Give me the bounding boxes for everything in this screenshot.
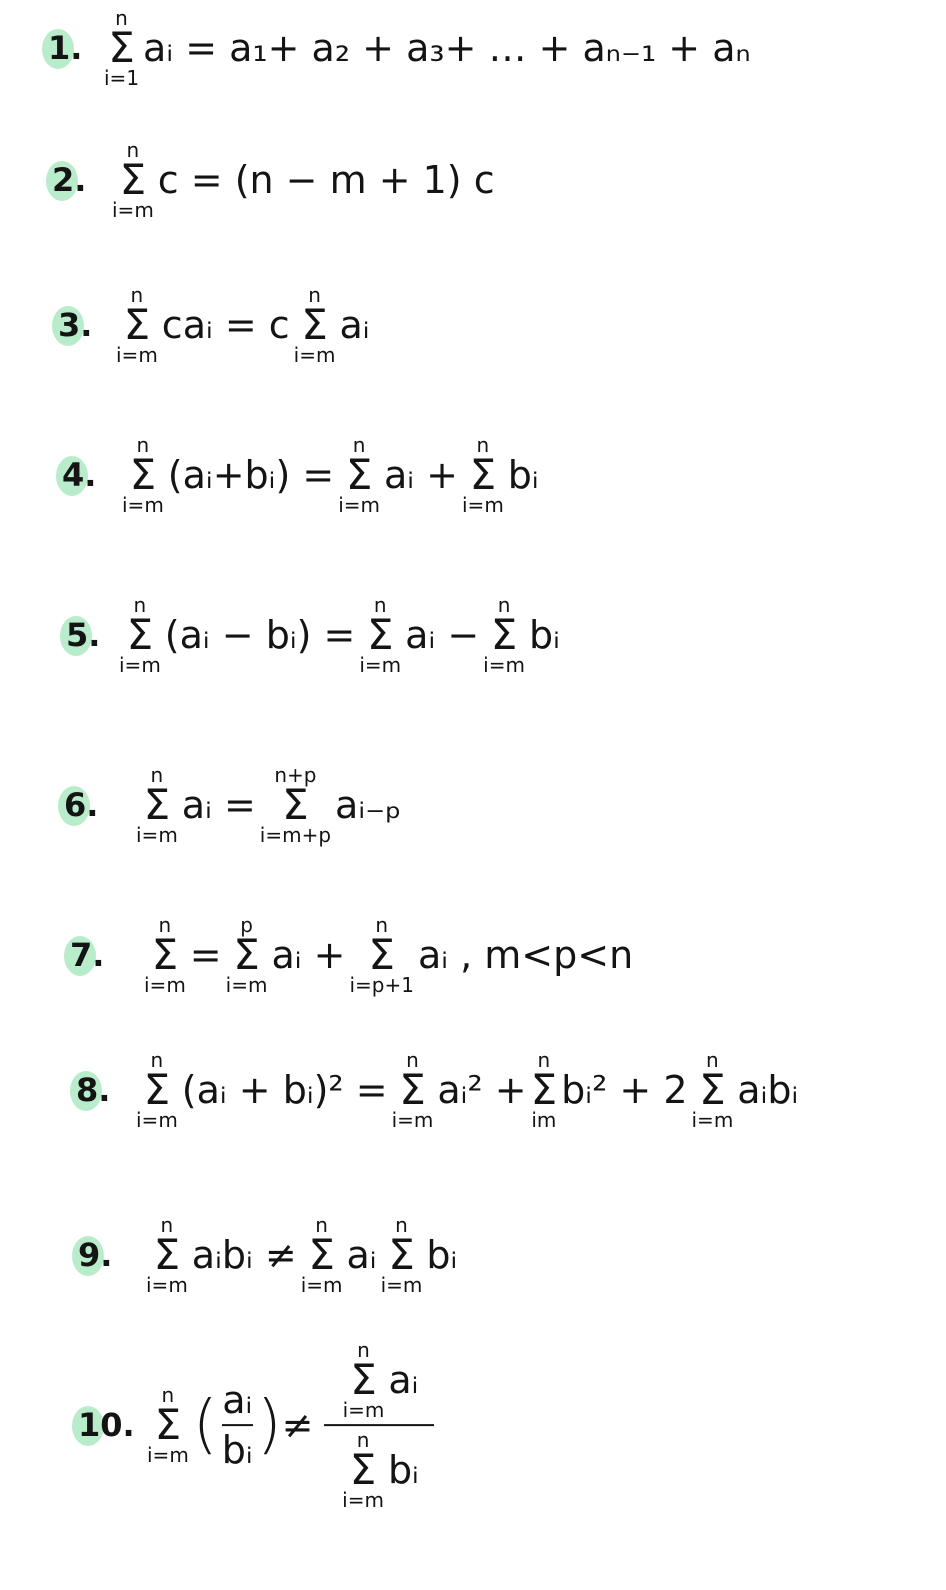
sigma-upper-limit: n [497,593,511,618]
formula-number-label: 3. [58,306,93,344]
fraction-denominator: bᵢ [221,1428,253,1472]
formula-number-label: 4. [62,456,97,494]
sigma-icon: Σ [233,930,260,980]
sigma-icon: Σ [123,300,151,350]
sigma-lower-limit: i=m [225,972,268,997]
sigma-upper-limit: n [150,1048,164,1073]
sigma-upper-limit: n [356,1428,370,1452]
sigma-symbol [531,1050,558,1130]
sigma-symbol [260,765,331,845]
formula-number [58,306,93,344]
formula-expression: c = (n − m + 1) c [157,157,495,202]
formula-expression: aᵢ + [271,932,346,977]
formula [132,1050,798,1130]
formula-number [62,456,97,494]
sigma-upper-limit: n [406,1048,419,1073]
sigma-symbol [116,285,158,365]
sigma-symbol [349,915,414,995]
sigma-upper-limit: n+p [274,763,317,788]
sigma-upper-limit: n [136,433,150,458]
formula-expression: aᵢ + [384,452,458,497]
formula-expression: aᵢ [339,302,370,347]
big-fraction-numerator [339,1340,419,1420]
right-paren: ) [256,1388,282,1462]
formula-number [70,936,105,974]
sigma-lower-limit: i=m+p [259,822,332,847]
formula-number-label: 1. [48,29,83,67]
sigma-upper-limit: n [706,1048,719,1073]
sigma-icon: Σ [153,1230,181,1280]
sigma-upper-limit: n [130,283,144,308]
formula [140,915,633,995]
fraction-bar [324,1424,434,1426]
sigma-lower-limit: i=m [293,342,336,367]
sigma-symbol [147,1385,189,1465]
sigma-upper-limit: n [126,138,140,163]
sigma-icon: Σ [126,610,154,660]
formula-expression: (aᵢ+bᵢ) = [167,452,335,497]
formula-expression: aᵢ [388,1358,419,1403]
formula-expression: aᵢ − [405,612,480,657]
sigma-symbol [144,915,186,995]
formula-expression: aᵢ² + [437,1067,527,1112]
sigma-symbol [294,285,336,365]
fraction-numerator: aᵢ [222,1378,253,1422]
sigma-icon: Σ [282,780,309,830]
formula-expression: caᵢ = c [161,302,290,347]
sigma-upper-limit: n [115,6,128,31]
sigma-lower-limit: i=m [342,1487,384,1512]
sigma-icon: Σ [530,1065,558,1115]
sigma-lower-limit: i=m [691,1107,734,1132]
sigma-symbol [226,915,268,995]
formula [132,765,401,845]
sigma-icon: Σ [119,155,147,205]
formula-number [76,1071,111,1109]
formula-expression: aᵢ , m<p<n [417,932,634,977]
formula-number [78,1236,113,1274]
formula-number [66,616,101,654]
sigma-icon: Σ [368,930,395,980]
formula [108,140,495,220]
sigma-upper-limit: n [150,763,164,788]
formula-expression: aᵢ₋ₚ [335,782,402,827]
formula [118,435,539,515]
formula-number-label: 5. [66,616,101,654]
sigma-upper-limit: n [161,1383,175,1408]
sigma-lower-limit: i=m [122,492,164,517]
sigma-symbol [301,1215,343,1295]
sigma-symbol [122,435,164,515]
sigma-icon: Σ [469,450,497,500]
formula-expression: (aᵢ − bᵢ) = [164,612,356,657]
sigma-lower-limit: i=m [483,652,525,677]
sigma-icon: Σ [108,23,135,73]
sigma-symbol [462,435,504,515]
formula-number-label: 2. [52,161,87,199]
formula-expression: bᵢ² + 2 [561,1067,688,1112]
formula-number [52,161,87,199]
formula-expression: aᵢ = a₁+ a₂ + a₃+ … + aₙ₋₁ + aₙ [143,25,751,70]
sigma-symbol [359,595,401,675]
sigma-upper-limit: n [375,913,389,938]
sigma-lower-limit: i=m [380,1272,423,1297]
sigma-upper-limit: n [315,1213,328,1238]
big-fraction [324,1340,434,1510]
sigma-symbol [692,1050,734,1130]
formula-expression: aᵢbᵢ [737,1067,799,1112]
sigma-symbol [381,1215,423,1295]
sigma-lower-limit: i=m [391,1107,434,1132]
sigma-icon: Σ [345,450,373,500]
formula [115,595,560,675]
sigma-lower-limit: i=m [300,1272,343,1297]
fraction [222,1378,253,1472]
sigma-lower-limit: i=m [146,1272,188,1297]
sigma-lower-limit: i=m [112,197,154,222]
sigma-lower-limit: i=m [116,342,158,367]
sigma-symbol [338,435,380,515]
formula-number-label: 8. [76,1071,111,1109]
sigma-icon: Σ [490,610,518,660]
sigma-upper-limit: p [240,913,253,938]
sigma-lower-limit: i=m [144,972,186,997]
fraction-bar [222,1424,253,1426]
formula-expression: bᵢ [507,452,539,497]
sigma-icon: Σ [129,450,157,500]
formula-number-label: 7. [70,936,105,974]
sigma-lower-limit: i=m [119,652,161,677]
sigma-symbol [112,140,154,220]
sigma-icon: Σ [154,1400,182,1450]
left-paren: ( [192,1388,218,1462]
sigma-upper-limit: n [357,1338,370,1363]
sigma-lower-limit: i=m [342,1398,385,1422]
sigma-icon: Σ [366,610,394,660]
formula-number-label: 10. [78,1406,135,1444]
formula-expression: bᵢ [426,1232,458,1277]
sigma-upper-limit: n [133,593,147,618]
sigma-upper-limit: n [395,1213,408,1238]
sigma-symbol [136,1050,178,1130]
formula-expression: aᵢbᵢ ≠ [191,1232,297,1277]
sigma-symbol [483,595,525,675]
sigma-icon: Σ [350,1355,377,1405]
sigma-lower-limit: i=m [338,492,380,517]
sigma-upper-limit: n [160,1213,174,1238]
sigma-lower-limit: i=m [359,652,402,677]
sigma-upper-limit: n [537,1048,551,1073]
formula-number [78,1406,135,1444]
formula-number [64,786,99,824]
formula-expression: bᵢ [528,612,560,657]
formula [112,285,370,365]
formula [143,1340,434,1510]
big-fraction-denominator [338,1430,419,1510]
sigma-symbol [342,1430,384,1510]
sigma-icon: Σ [143,780,171,830]
sigma-icon: Σ [388,1230,415,1280]
sigma-symbol [343,1340,385,1420]
sigma-lower-limit: i=1 [104,65,140,90]
sigma-icon: Σ [399,1065,426,1115]
sigma-upper-limit: n [476,433,490,458]
sigma-upper-limit: n [308,283,321,308]
formula-expression: aᵢ = [181,782,256,827]
sigma-icon: Σ [301,300,328,350]
formula-number-label: 6. [64,786,99,824]
sigma-upper-limit: n [352,433,366,458]
formula-expression: aᵢ [346,1232,377,1277]
sigma-upper-limit: n [158,913,172,938]
sigma-upper-limit: n [373,593,387,618]
sigma-icon: Σ [308,1230,335,1280]
formula-number-label: 9. [78,1236,113,1274]
sigma-icon: Σ [151,930,179,980]
formula-expression: ≠ [281,1403,314,1447]
sigma-lower-limit: i=m [147,1442,189,1467]
sigma-lower-limit: i=m [136,822,178,847]
sigma-lower-limit: im [531,1107,557,1132]
sigma-lower-limit: i=m [136,1107,178,1132]
sigma-symbol [136,765,178,845]
sigma-lower-limit: i=m [462,492,504,517]
formula-expression: bᵢ [387,1447,419,1492]
sigma-icon: Σ [143,1065,171,1115]
sigma-icon: Σ [699,1065,726,1115]
sigma-icon: Σ [349,1445,377,1494]
sigma-symbol [146,1215,188,1295]
sigma-symbol [119,595,161,675]
sigma-symbol [392,1050,434,1130]
formula-expression: = [189,932,222,977]
formula-expression: (aᵢ + bᵢ)² = [181,1067,388,1112]
formula [142,1215,457,1295]
sigma-lower-limit: i=p+1 [349,972,414,997]
